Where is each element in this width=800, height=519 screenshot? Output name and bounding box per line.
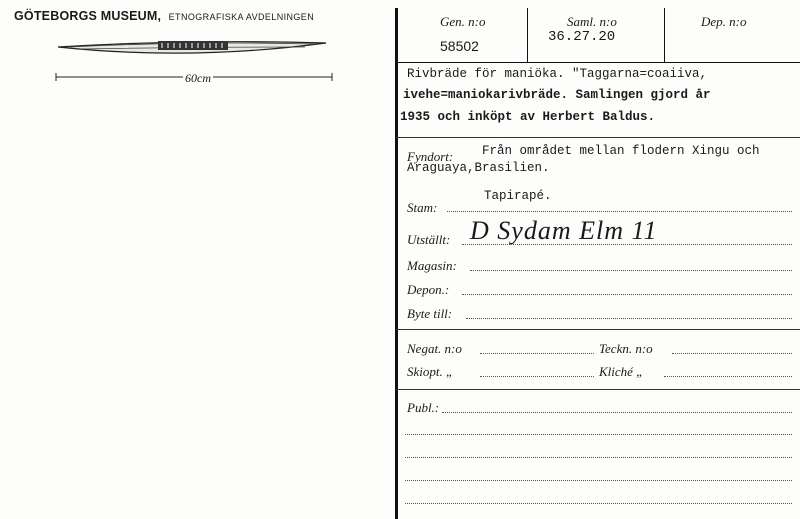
grater-board-sketch <box>50 35 340 95</box>
negat-label: Negat. n:o <box>407 341 462 356</box>
skiopt-line <box>480 376 594 377</box>
cell-divider-2 <box>664 8 665 62</box>
museum-header <box>14 9 314 23</box>
magasin-label: Magasin: <box>407 258 457 273</box>
description-line-1: Rivbräde för maniöka. "Taggarna=coaiiva, <box>407 67 708 81</box>
utstallt-value: D Sydam Elm 11 <box>470 216 658 245</box>
publ-line-4 <box>405 480 792 481</box>
utstallt-line <box>462 244 792 245</box>
middle-divider <box>396 329 800 330</box>
description-line-2: ivehe=maniokarivbräde. Samlingen gjord år <box>403 88 711 102</box>
depon-line <box>462 294 792 295</box>
description-divider <box>396 137 800 138</box>
fyndort-line-2: Araguaya,Brasilien. <box>407 161 550 175</box>
publ-line-1 <box>442 412 792 413</box>
gen-value: 58502 <box>440 38 479 54</box>
publ-label: Publ.: <box>407 400 440 415</box>
dep-label: Dep. n:o <box>701 14 747 29</box>
fyndort-line-1: Från området mellan flodern Xingu och <box>482 144 760 158</box>
byte-line <box>466 318 792 319</box>
saml-label: Saml. n:o <box>567 14 617 29</box>
gen-label: Gen. n:o <box>440 14 486 29</box>
stam-line <box>447 211 792 212</box>
description-line-3: 1935 och inköpt av Herbert Baldus. <box>400 110 656 124</box>
publ-line-5 <box>405 503 792 504</box>
utstallt-label: Utställt: <box>407 232 451 247</box>
scale-label: 60cm <box>185 71 211 85</box>
skiopt-label: Skiopt. „ <box>407 364 454 379</box>
top-row-border <box>396 62 800 63</box>
teckn-line <box>672 353 792 354</box>
publ-line-2 <box>405 434 792 435</box>
negat-line <box>480 353 594 354</box>
department-name: ETNOGRAFISKA AVDELNINGEN <box>168 12 315 22</box>
saml-value: 36.27.20 <box>548 29 616 45</box>
teckn-label: Teckn. n:o <box>599 341 653 356</box>
museum-name: GÖTEBORGS MUSEUM, <box>14 9 162 23</box>
kliche-label: Kliché „ <box>599 364 644 379</box>
byte-label: Byte till: <box>407 306 453 321</box>
stam-value: Tapirapé. <box>484 189 552 203</box>
card-left-border <box>395 8 398 519</box>
depon-label: Depon.: <box>407 282 450 297</box>
lower-divider <box>396 389 800 390</box>
publ-line-3 <box>405 457 792 458</box>
magasin-line <box>470 270 792 271</box>
kliche-line <box>664 376 792 377</box>
cell-divider-1 <box>527 8 528 62</box>
fyndort-label: Fyndort: <box>407 149 454 164</box>
stam-label: Stam: <box>407 200 438 215</box>
